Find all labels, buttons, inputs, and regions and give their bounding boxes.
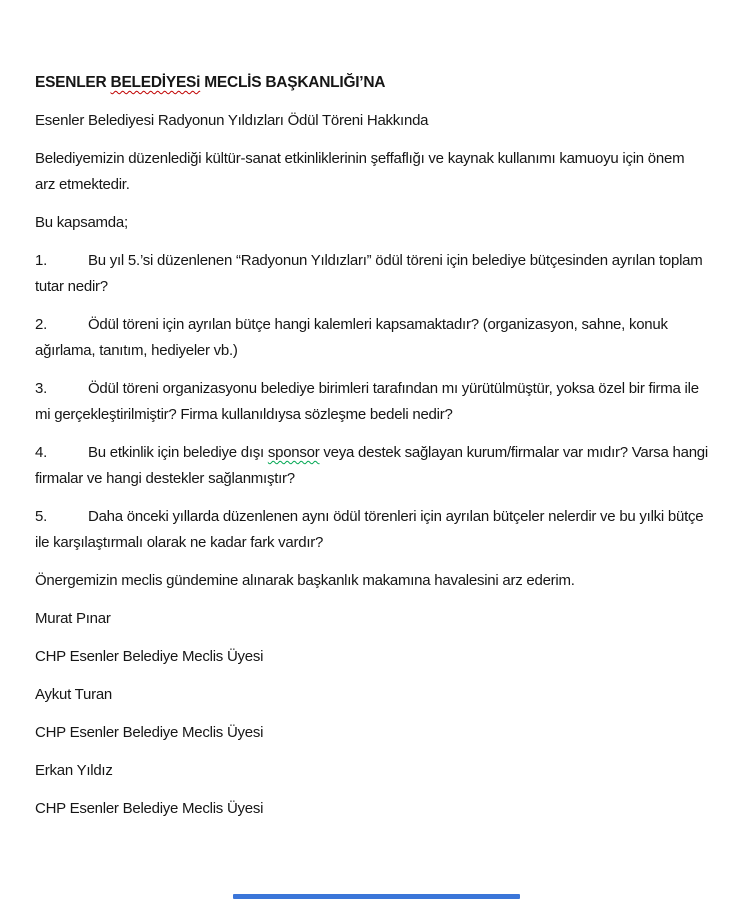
title-misspelled-word: BELEDİYESi [110,74,201,91]
question-number: 3. [35,380,48,397]
question-number: 4. [35,444,48,461]
question-item-5 [35,504,708,556]
question-text: Ödül töreni organizasyonu belediye birimleri tarafından mı yürütülmüştür, yoksa özel bir firma ile mi gerçekleştirilmiştir? Firma kullanıldıysa sözleşme bedeli nedir? [35,380,699,423]
subject-line: Esenler Belediyesi Radyonun Yıldızları Ödül Töreni Hakkında [35,112,429,129]
question-text: Bu yıl 5.’si düzenlenen “Radyonun Yıldızları” ödül töreni için belediye bütçesinden ayrılan toplam tutar nedir? [35,252,703,295]
signatory-name: Murat Pınar [35,610,111,627]
signatory-name: Aykut Turan [35,686,113,703]
title-text-part2: MECLİS BAŞKANLIĞI’NA [200,74,386,91]
question-item-3 [35,376,708,428]
grammar-flagged-word: sponsor [267,444,320,461]
bottom-scroll-indicator-bar[interactable] [233,894,520,899]
question-number: 1. [35,252,48,269]
question-number: 2. [35,316,48,333]
intro-paragraph: Belediyemizin düzenlediği kültür-sanat etkinliklerinin şeffaflığı ve kaynak kullanımı kamuoyu için önem arz etmektedir. [35,150,685,193]
question-text-after: veya destek sağlayan kurum/firmalar var mıdır? Varsa hangi firmalar ve hangi destekler sağlanmıştır? [35,444,708,487]
question-text: Daha önceki yıllarda düzenlenen aynı ödül törenleri için ayrılan bütçeler nelerdir ve bu yılki bütçe ile karşılaştırmalı olarak ne kadar fark vardır? [35,508,704,551]
question-text: Ödül töreni için ayrılan bütçe hangi kalemleri kapsamaktadır? (organizasyon, sahne, konuk ağırlama, tanıtım, hediyeler vb.) [35,316,668,359]
question-item-4 [35,440,708,492]
document-title [35,70,708,96]
title-text-part1: ESENLER [35,74,111,91]
scope-line: Bu kapsamda; [35,214,128,231]
question-item-1 [35,248,708,300]
question-number: 5. [35,508,48,525]
signatory-title: CHP Esenler Belediye Meclis Üyesi [35,800,264,817]
signatory-title: CHP Esenler Belediye Meclis Üyesi [35,648,264,665]
question-text-before: Bu etkinlik için belediye dışı [88,444,268,461]
signatory-name: Erkan Yıldız [35,762,113,779]
signatory-title: CHP Esenler Belediye Meclis Üyesi [35,724,264,741]
closing-line: Önergemizin meclis gündemine alınarak başkanlık makamına havalesini arz ederim. [35,572,575,589]
question-item-2 [35,312,708,364]
